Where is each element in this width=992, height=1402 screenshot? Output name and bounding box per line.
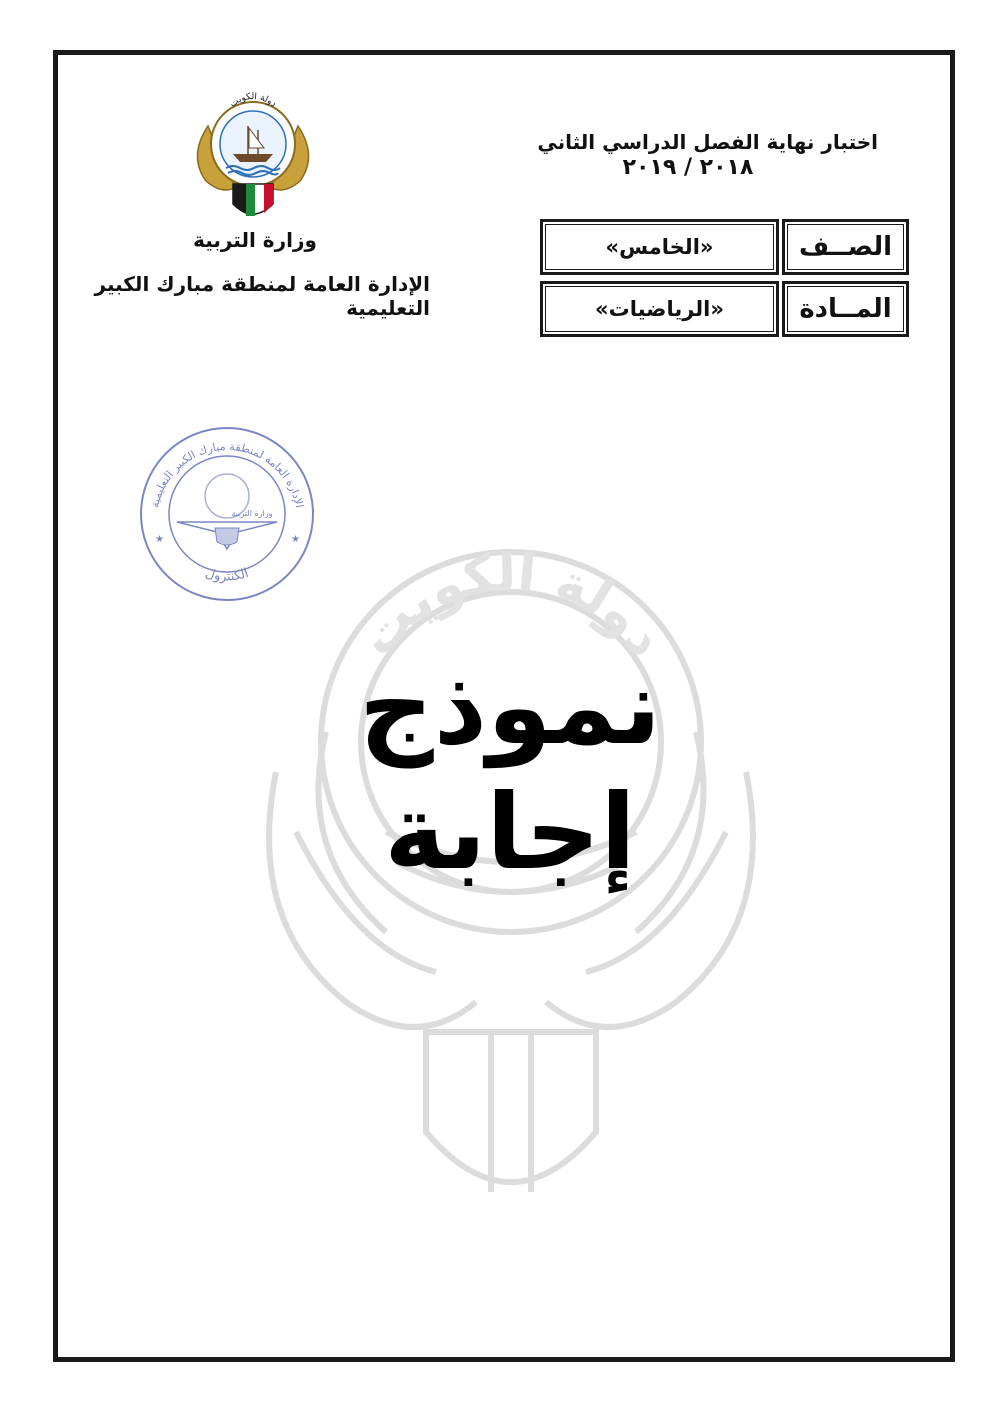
watermark-text: دولة الكويت [347,543,677,669]
exam-year: ٢٠١٨ / ٢٠١٩ [622,155,754,180]
stamp-inner-text: وزارة التربية [231,509,273,518]
exam-title: اختبار نهاية الفصل الدراسي الثاني [537,130,878,154]
svg-text:★: ★ [291,534,300,545]
control-stamp [137,424,317,604]
subject-label-cell [782,281,909,337]
crest-text: دولة الكويت [228,92,279,110]
ministry-name: وزارة التربية [193,228,317,252]
subject-label: المــادة [799,294,892,324]
answer-model-title: نموذج إجابة [358,646,662,893]
svg-text:★: ★ [155,534,164,545]
stamp-bottom-text: الكنترول [203,565,251,585]
svg-text:الكنترول [204,566,251,585]
grade-value-cell [540,219,779,275]
grade-label: الصــف [798,232,893,262]
grade-label-cell [782,219,909,275]
kuwait-crest-logo [188,86,318,226]
subject-value: «الرياضيات» [595,297,724,321]
subject-value-cell [540,281,779,337]
directorate-name: الإدارة العامة لمنطقة مبارك الكبير التعليمية [94,272,430,320]
stamp-ring-text: الإدارة العامة لمنطقة مبارك الكبير التعليمية [148,439,306,510]
grade-value: «الخامس» [605,235,714,259]
